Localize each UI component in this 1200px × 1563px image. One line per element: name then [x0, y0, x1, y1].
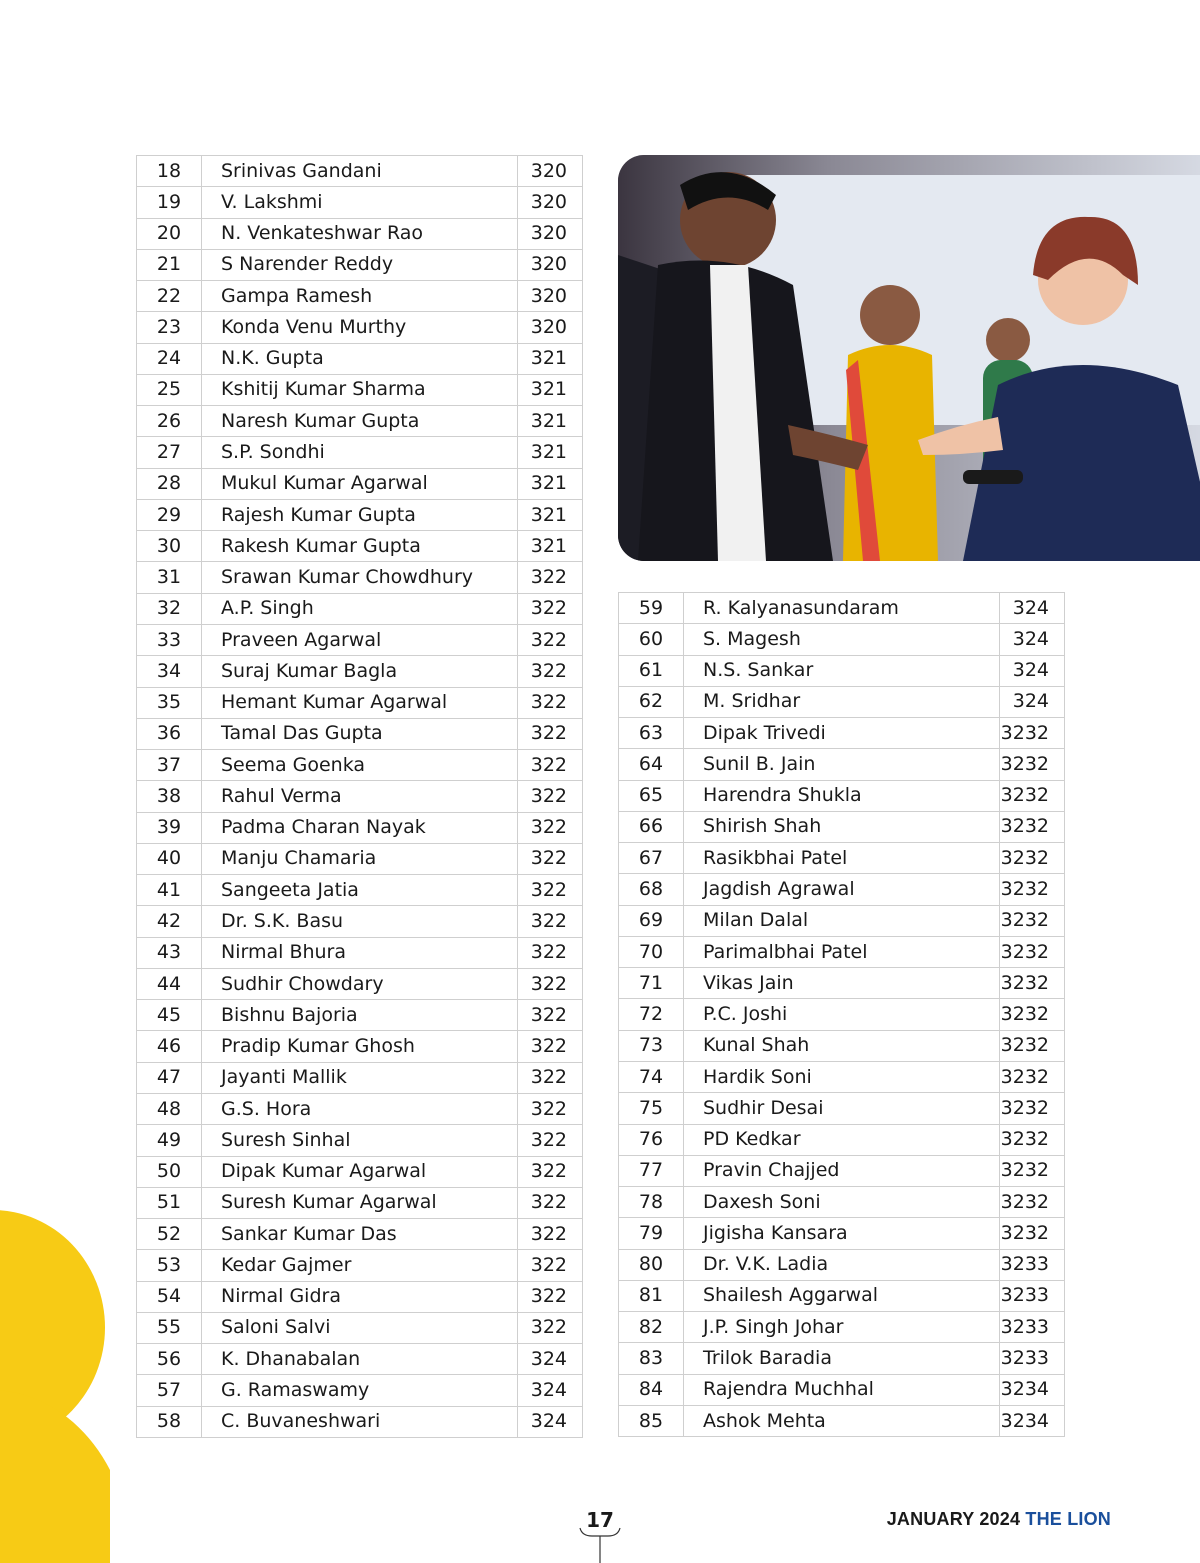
table-row	[137, 1219, 583, 1250]
row-number: 39	[137, 812, 202, 843]
district-number: 321	[518, 343, 583, 374]
row-number: 72	[619, 999, 684, 1030]
row-number: 80	[619, 1249, 684, 1280]
table-row	[619, 1155, 1065, 1186]
row-number: 58	[137, 1406, 202, 1437]
row-number: 37	[137, 750, 202, 781]
district-number: 3232	[1000, 843, 1065, 874]
member-name: G. Ramaswamy	[202, 1375, 518, 1406]
table-row	[619, 593, 1065, 624]
table-row	[137, 1375, 583, 1406]
district-number: 322	[518, 718, 583, 749]
table-row	[137, 1312, 583, 1343]
district-number: 3232	[1000, 749, 1065, 780]
members-table-left	[136, 155, 583, 1438]
district-number: 324	[1000, 686, 1065, 717]
district-number: 322	[518, 1125, 583, 1156]
member-name: J.P. Singh Johar	[684, 1312, 1000, 1343]
yellow-decorative-shape	[0, 1210, 110, 1563]
row-number: 21	[137, 249, 202, 280]
row-number: 62	[619, 686, 684, 717]
district-number: 3232	[1000, 874, 1065, 905]
member-name: Suresh Sinhal	[202, 1125, 518, 1156]
member-name: M. Sridhar	[684, 686, 1000, 717]
row-number: 23	[137, 312, 202, 343]
district-number: 324	[1000, 655, 1065, 686]
district-number: 3233	[1000, 1312, 1065, 1343]
table-row	[619, 1124, 1065, 1155]
member-name: Jayanti Mallik	[202, 1062, 518, 1093]
district-number: 322	[518, 1156, 583, 1187]
table-row	[619, 874, 1065, 905]
member-name: Shailesh Aggarwal	[684, 1280, 1000, 1311]
table-row	[137, 593, 583, 624]
table-row	[137, 312, 583, 343]
table-row	[619, 1187, 1065, 1218]
member-name: Shirish Shah	[684, 811, 1000, 842]
row-number: 20	[137, 218, 202, 249]
district-number: 322	[518, 843, 583, 874]
row-number: 57	[137, 1375, 202, 1406]
table-row	[619, 655, 1065, 686]
table-row	[619, 936, 1065, 967]
member-name: Rahul Verma	[202, 781, 518, 812]
table-row	[619, 1061, 1065, 1092]
table-row	[137, 406, 583, 437]
member-name: Ashok Mehta	[684, 1405, 1000, 1436]
district-number: 3232	[1000, 1187, 1065, 1218]
member-name: Kshitij Kumar Sharma	[202, 374, 518, 405]
member-name: R. Kalyanasundaram	[684, 593, 1000, 624]
table-row	[619, 811, 1065, 842]
member-name: Pravin Chajjed	[684, 1155, 1000, 1186]
row-number: 42	[137, 906, 202, 937]
district-number: 3232	[1000, 1061, 1065, 1092]
member-name: Praveen Agarwal	[202, 624, 518, 655]
member-name: Dipak Kumar Agarwal	[202, 1156, 518, 1187]
district-number: 3233	[1000, 1343, 1065, 1374]
row-number: 34	[137, 656, 202, 687]
table-row	[137, 374, 583, 405]
table-row	[137, 1156, 583, 1187]
row-number: 52	[137, 1219, 202, 1250]
table-row	[137, 1062, 583, 1093]
member-name: Srinivas Gandani	[202, 156, 518, 187]
district-number: 320	[518, 281, 583, 312]
member-name: N. Venkateshwar Rao	[202, 218, 518, 249]
row-number: 82	[619, 1312, 684, 1343]
district-number: 3232	[1000, 905, 1065, 936]
member-name: Srawan Kumar Chowdhury	[202, 562, 518, 593]
row-number: 35	[137, 687, 202, 718]
member-name: Hardik Soni	[684, 1061, 1000, 1092]
district-number: 322	[518, 1219, 583, 1250]
member-name: N.S. Sankar	[684, 655, 1000, 686]
row-number: 26	[137, 406, 202, 437]
table-row	[619, 749, 1065, 780]
row-number: 69	[619, 905, 684, 936]
row-number: 41	[137, 875, 202, 906]
table-row	[137, 1250, 583, 1281]
table-row	[619, 624, 1065, 655]
district-number: 3233	[1000, 1249, 1065, 1280]
district-number: 320	[518, 218, 583, 249]
table-row	[619, 1405, 1065, 1436]
district-number: 324	[1000, 624, 1065, 655]
district-number: 322	[518, 562, 583, 593]
district-number: 322	[518, 593, 583, 624]
event-photo	[618, 155, 1200, 561]
members-table-right	[618, 592, 1065, 1437]
issue-month: JANUARY 2024	[886, 1509, 1021, 1529]
table-row	[137, 718, 583, 749]
row-number: 27	[137, 437, 202, 468]
member-name: Jigisha Kansara	[684, 1218, 1000, 1249]
table-row	[137, 656, 583, 687]
member-name: Parimalbhai Patel	[684, 936, 1000, 967]
district-number: 320	[518, 249, 583, 280]
district-number: 322	[518, 1000, 583, 1031]
member-name: Gampa Ramesh	[202, 281, 518, 312]
row-number: 19	[137, 187, 202, 218]
member-name: Rasikbhai Patel	[684, 843, 1000, 874]
table-row	[619, 718, 1065, 749]
row-number: 45	[137, 1000, 202, 1031]
magazine-name: THE LION	[1025, 1509, 1111, 1529]
table-row	[619, 1030, 1065, 1061]
table-row	[137, 843, 583, 874]
row-number: 60	[619, 624, 684, 655]
row-number: 38	[137, 781, 202, 812]
member-name: Bishnu Bajoria	[202, 1000, 518, 1031]
district-number: 3232	[1000, 1155, 1065, 1186]
member-name: S.P. Sondhi	[202, 437, 518, 468]
row-number: 83	[619, 1343, 684, 1374]
member-name: K. Dhanabalan	[202, 1344, 518, 1375]
table-row	[137, 1093, 583, 1124]
member-name: Sangeeta Jatia	[202, 875, 518, 906]
district-number: 321	[518, 499, 583, 530]
district-number: 324	[518, 1406, 583, 1437]
member-name: Suraj Kumar Bagla	[202, 656, 518, 687]
member-name: Sudhir Chowdary	[202, 968, 518, 999]
table-row	[137, 812, 583, 843]
page-number: 17	[586, 1508, 614, 1532]
row-number: 22	[137, 281, 202, 312]
row-number: 78	[619, 1187, 684, 1218]
table-row	[137, 1125, 583, 1156]
member-name: Kedar Gajmer	[202, 1250, 518, 1281]
district-number: 322	[518, 1281, 583, 1312]
district-number: 320	[518, 187, 583, 218]
row-number: 32	[137, 593, 202, 624]
row-number: 65	[619, 780, 684, 811]
district-number: 322	[518, 1093, 583, 1124]
district-number: 322	[518, 624, 583, 655]
row-number: 75	[619, 1093, 684, 1124]
district-number: 324	[1000, 593, 1065, 624]
district-number: 322	[518, 1250, 583, 1281]
row-number: 48	[137, 1093, 202, 1124]
row-number: 73	[619, 1030, 684, 1061]
table-row	[137, 218, 583, 249]
row-number: 25	[137, 374, 202, 405]
district-number: 320	[518, 312, 583, 343]
row-number: 54	[137, 1281, 202, 1312]
row-number: 55	[137, 1312, 202, 1343]
table-row	[619, 905, 1065, 936]
table-row	[619, 968, 1065, 999]
member-name: S Narender Reddy	[202, 249, 518, 280]
member-name: Sudhir Desai	[684, 1093, 1000, 1124]
table-row	[137, 968, 583, 999]
member-name: Harendra Shukla	[684, 780, 1000, 811]
member-name: V. Lakshmi	[202, 187, 518, 218]
table-row	[137, 156, 583, 187]
member-name: G.S. Hora	[202, 1093, 518, 1124]
member-name: Jagdish Agrawal	[684, 874, 1000, 905]
district-number: 3232	[1000, 811, 1065, 842]
member-name: Rajendra Muchhal	[684, 1374, 1000, 1405]
row-number: 56	[137, 1344, 202, 1375]
district-number: 321	[518, 531, 583, 562]
district-number: 321	[518, 437, 583, 468]
district-number: 322	[518, 968, 583, 999]
table-row	[137, 1281, 583, 1312]
table-row	[137, 906, 583, 937]
district-number: 322	[518, 750, 583, 781]
table-row	[137, 187, 583, 218]
table-row	[619, 1218, 1065, 1249]
row-number: 84	[619, 1374, 684, 1405]
district-number: 322	[518, 906, 583, 937]
table-row	[619, 999, 1065, 1030]
table-row	[619, 1280, 1065, 1311]
member-name: Vikas Jain	[684, 968, 1000, 999]
row-number: 68	[619, 874, 684, 905]
table-row	[137, 781, 583, 812]
row-number: 79	[619, 1218, 684, 1249]
district-number: 322	[518, 937, 583, 968]
table-row	[137, 750, 583, 781]
member-name: Hemant Kumar Agarwal	[202, 687, 518, 718]
table-row	[137, 1000, 583, 1031]
district-number: 3234	[1000, 1405, 1065, 1436]
table-row	[619, 843, 1065, 874]
member-name: A.P. Singh	[202, 593, 518, 624]
row-number: 61	[619, 655, 684, 686]
member-name: Saloni Salvi	[202, 1312, 518, 1343]
district-number: 3233	[1000, 1280, 1065, 1311]
member-name: Padma Charan Nayak	[202, 812, 518, 843]
member-name: Suresh Kumar Agarwal	[202, 1187, 518, 1218]
district-number: 3232	[1000, 1030, 1065, 1061]
district-number: 3232	[1000, 1093, 1065, 1124]
district-number: 3234	[1000, 1374, 1065, 1405]
row-number: 46	[137, 1031, 202, 1062]
member-name: C. Buvaneshwari	[202, 1406, 518, 1437]
district-number: 322	[518, 812, 583, 843]
row-number: 49	[137, 1125, 202, 1156]
member-name: Nirmal Bhura	[202, 937, 518, 968]
row-number: 40	[137, 843, 202, 874]
table-row	[137, 624, 583, 655]
member-name: Dr. V.K. Ladia	[684, 1249, 1000, 1280]
table-row	[137, 1344, 583, 1375]
row-number: 28	[137, 468, 202, 499]
row-number: 85	[619, 1405, 684, 1436]
table-row	[619, 686, 1065, 717]
row-number: 33	[137, 624, 202, 655]
row-number: 29	[137, 499, 202, 530]
member-name: Milan Dalal	[684, 905, 1000, 936]
district-number: 322	[518, 656, 583, 687]
table-row	[137, 937, 583, 968]
row-number: 71	[619, 968, 684, 999]
row-number: 44	[137, 968, 202, 999]
member-name: Sunil B. Jain	[684, 749, 1000, 780]
member-name: N.K. Gupta	[202, 343, 518, 374]
member-name: Kunal Shah	[684, 1030, 1000, 1061]
district-number: 322	[518, 875, 583, 906]
district-number: 322	[518, 781, 583, 812]
member-name: Pradip Kumar Ghosh	[202, 1031, 518, 1062]
district-number: 3232	[1000, 936, 1065, 967]
row-number: 30	[137, 531, 202, 562]
table-row	[137, 468, 583, 499]
member-name: Nirmal Gidra	[202, 1281, 518, 1312]
member-name: Tamal Das Gupta	[202, 718, 518, 749]
district-number: 322	[518, 1312, 583, 1343]
district-number: 321	[518, 468, 583, 499]
table-row	[137, 875, 583, 906]
district-number: 322	[518, 1187, 583, 1218]
member-name: PD Kedkar	[684, 1124, 1000, 1155]
page-number-ornament	[578, 1526, 622, 1563]
row-number: 24	[137, 343, 202, 374]
row-number: 67	[619, 843, 684, 874]
table-row	[137, 1031, 583, 1062]
table-row	[137, 343, 583, 374]
row-number: 63	[619, 718, 684, 749]
district-number: 324	[518, 1375, 583, 1406]
table-row	[137, 1187, 583, 1218]
member-name: Dr. S.K. Basu	[202, 906, 518, 937]
member-name: Naresh Kumar Gupta	[202, 406, 518, 437]
table-row	[619, 1312, 1065, 1343]
table-row	[137, 531, 583, 562]
member-name: Rajesh Kumar Gupta	[202, 499, 518, 530]
district-number: 322	[518, 687, 583, 718]
member-name: Manju Chamaria	[202, 843, 518, 874]
district-number: 3232	[1000, 1124, 1065, 1155]
district-number: 322	[518, 1062, 583, 1093]
table-row	[137, 281, 583, 312]
table-row	[137, 499, 583, 530]
table-row	[619, 1343, 1065, 1374]
row-number: 74	[619, 1061, 684, 1092]
row-number: 18	[137, 156, 202, 187]
member-name: Seema Goenka	[202, 750, 518, 781]
row-number: 70	[619, 936, 684, 967]
table-row	[137, 437, 583, 468]
member-name: Sankar Kumar Das	[202, 1219, 518, 1250]
member-name: Trilok Baradia	[684, 1343, 1000, 1374]
district-number: 321	[518, 374, 583, 405]
table-row	[137, 687, 583, 718]
row-number: 64	[619, 749, 684, 780]
district-number: 321	[518, 406, 583, 437]
member-name: Rakesh Kumar Gupta	[202, 531, 518, 562]
issue-info	[887, 1509, 1111, 1530]
member-name: S. Magesh	[684, 624, 1000, 655]
table-row	[137, 562, 583, 593]
table-row	[619, 1374, 1065, 1405]
row-number: 77	[619, 1155, 684, 1186]
district-number: 3232	[1000, 718, 1065, 749]
row-number: 47	[137, 1062, 202, 1093]
row-number: 43	[137, 937, 202, 968]
member-name: Konda Venu Murthy	[202, 312, 518, 343]
row-number: 51	[137, 1187, 202, 1218]
district-number: 322	[518, 1031, 583, 1062]
table-row	[619, 780, 1065, 811]
district-number: 324	[518, 1344, 583, 1375]
district-number: 320	[518, 156, 583, 187]
row-number: 66	[619, 811, 684, 842]
district-number: 3232	[1000, 968, 1065, 999]
member-name: P.C. Joshi	[684, 999, 1000, 1030]
row-number: 81	[619, 1280, 684, 1311]
table-row	[619, 1249, 1065, 1280]
district-number: 3232	[1000, 1218, 1065, 1249]
row-number: 31	[137, 562, 202, 593]
table-row	[619, 1093, 1065, 1124]
row-number: 59	[619, 593, 684, 624]
member-name: Mukul Kumar Agarwal	[202, 468, 518, 499]
district-number: 3232	[1000, 999, 1065, 1030]
table-row	[137, 249, 583, 280]
table-row	[137, 1406, 583, 1437]
member-name: Daxesh Soni	[684, 1187, 1000, 1218]
row-number: 36	[137, 718, 202, 749]
row-number: 53	[137, 1250, 202, 1281]
member-name: Dipak Trivedi	[684, 718, 1000, 749]
district-number: 3232	[1000, 780, 1065, 811]
row-number: 76	[619, 1124, 684, 1155]
row-number: 50	[137, 1156, 202, 1187]
